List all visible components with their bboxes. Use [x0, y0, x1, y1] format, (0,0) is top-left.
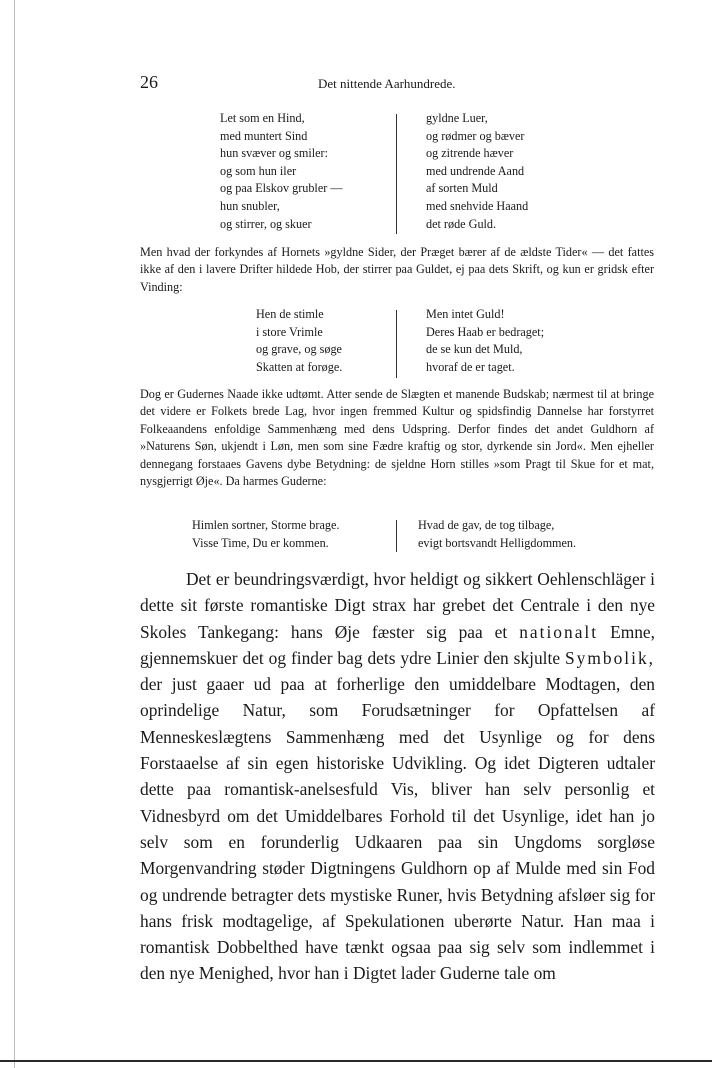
poem-line: hun svæver og smiler:	[220, 146, 328, 161]
poem-line: i store Vrimle	[256, 324, 323, 339]
poem2-left-column	[256, 306, 342, 376]
poem-line: og rødmer og bæver	[426, 128, 525, 143]
poem-line: hun snubler,	[220, 198, 280, 213]
poem2-right-column	[426, 306, 544, 376]
scan-edge-rule	[14, 0, 15, 1068]
poem-line: Hen de stimle	[256, 307, 324, 321]
poem-line: og zitrende hæver	[426, 146, 514, 161]
scan-bottom-rule	[0, 1060, 712, 1062]
main-text-part3: der just gaaer ud paa at forherlige den umiddelbare Modtagen, den oprindelige Natur, som Forudsætninger for Opfattelsen af Menneskeslægtens Sammenhæng med det Usynlige og for dens Forstaaelse af sin egen historiske Udvikling. Og idet Digteren udtaler dette paa romantisk-anelsesfuld Vis, bliver han selv personlig et Vidnesbyrd om det Umiddelbares Forhold til det Usynlige, idet han jo selv som en forunderlig Udkaaren paa sin Ungdoms sorgløse Morgenvandring støder Digtningens Guldhorn op af Mulde med sin Fod og undrende betragter dets mystiske Runer, hvis Betydning afsløer sig for hans frisk modtagelige, af Spekulationen uberørte Natur. Han maa i romantisk Dobbelthed have tænkt ogsaa paa sig selv som indlemmet i den nye Menighed, hvor han i Digtet lader Guderne tale om	[140, 674, 655, 984]
poem-line: af sorten Muld	[426, 181, 498, 196]
poem-line: Hvad de gav, de tog tilbage,	[418, 518, 555, 532]
poem-line: Men intet Guld!	[426, 307, 505, 321]
poem-line: Deres Haab er bedraget;	[426, 324, 545, 339]
poem-line: og paa Elskov grubler —	[220, 181, 343, 196]
spaced-emphasis-symbolik: Symbolik,	[565, 647, 655, 668]
main-text-part2: Emne, gjennemskuer det og finder bag dets ydre Linier den skjulte	[140, 621, 655, 668]
paragraph-hornets-sider: Men hvad der forkyndes af Hornets »gyldne Sider, der Præget bærer af de ældste Tider« — det fattes ikke af den i lavere Drifter hildede Hob, der stirrer paa Guldet, ej paa dets Skrift, og kun er gridsk efter Vinding:	[140, 245, 654, 294]
poem-line: og stirrer, og skuer	[220, 216, 312, 231]
main-text-part1: Det er beundringsværdigt, hvor heldigt og sikkert Oehlenschläger i dette sit første romantiske Digt strax har grebet det Centrale i den nye Skoles Tankegang: hans Øje fæster sig paa et	[140, 569, 655, 642]
poem-line: Visse Time, Du er kommen.	[192, 535, 329, 550]
poem1-left-column	[220, 110, 343, 233]
poem-line: med undrende Aand	[426, 163, 525, 178]
paragraph-gudernes-naade: Dog er Gudernes Naade ikke udtømt. Atter sende de Slægten et manende Budskab; nærmest til at bringe det videre er Folkets brede Lag, hvor ingen fremmed Kultur og spidsfindig Dannelse har forstyrret Folkeaandens enfoldige Sammenhæng med dens Udspring. Derfor findes det andet Guldhorn af »Naturens Søn, ukjendt i Løn, men som sine Fædre kraftig og stor, dyrkende sin Jord«. Men ejheller dennegang forstaaes Gavens dybe Betydning: de sjeldne Horn stilles »som Pragt til Skue for et mat, nysgjerrigt Øje«. Da harmes Guderne:	[140, 387, 654, 489]
poem-line: og som hun iler	[220, 163, 297, 178]
poem3-left-column	[192, 517, 339, 552]
poem-line: og grave, og søge	[256, 342, 342, 357]
poem3-column-divider	[396, 520, 397, 552]
poem-line: Let som en Hind,	[220, 111, 305, 125]
poem-line: Himlen sortner, Storme brage.	[192, 518, 340, 532]
page-number: 26	[140, 72, 158, 92]
poem-line: evigt bortsvandt Helligdommen.	[418, 535, 577, 550]
poem-line: de se kun det Muld,	[426, 342, 523, 357]
poem-line: gyldne Luer,	[426, 111, 488, 125]
main-paragraph	[140, 566, 655, 987]
poem-line: hvoraf de er taget.	[426, 359, 515, 374]
spaced-emphasis-nationalt: nationalt	[519, 621, 599, 642]
poem-line: med snehvide Haand	[426, 198, 529, 213]
running-title: Det nittende Aarhundrede.	[318, 76, 456, 91]
poem-line: Skatten at forøge.	[256, 359, 343, 374]
poem1-column-divider	[396, 114, 397, 234]
poem2-column-divider	[396, 310, 397, 378]
poem3-right-column	[418, 517, 576, 552]
poem-line: med muntert Sind	[220, 128, 308, 143]
poem-line: det røde Guld.	[426, 216, 497, 231]
poem1-right-column	[426, 110, 528, 233]
